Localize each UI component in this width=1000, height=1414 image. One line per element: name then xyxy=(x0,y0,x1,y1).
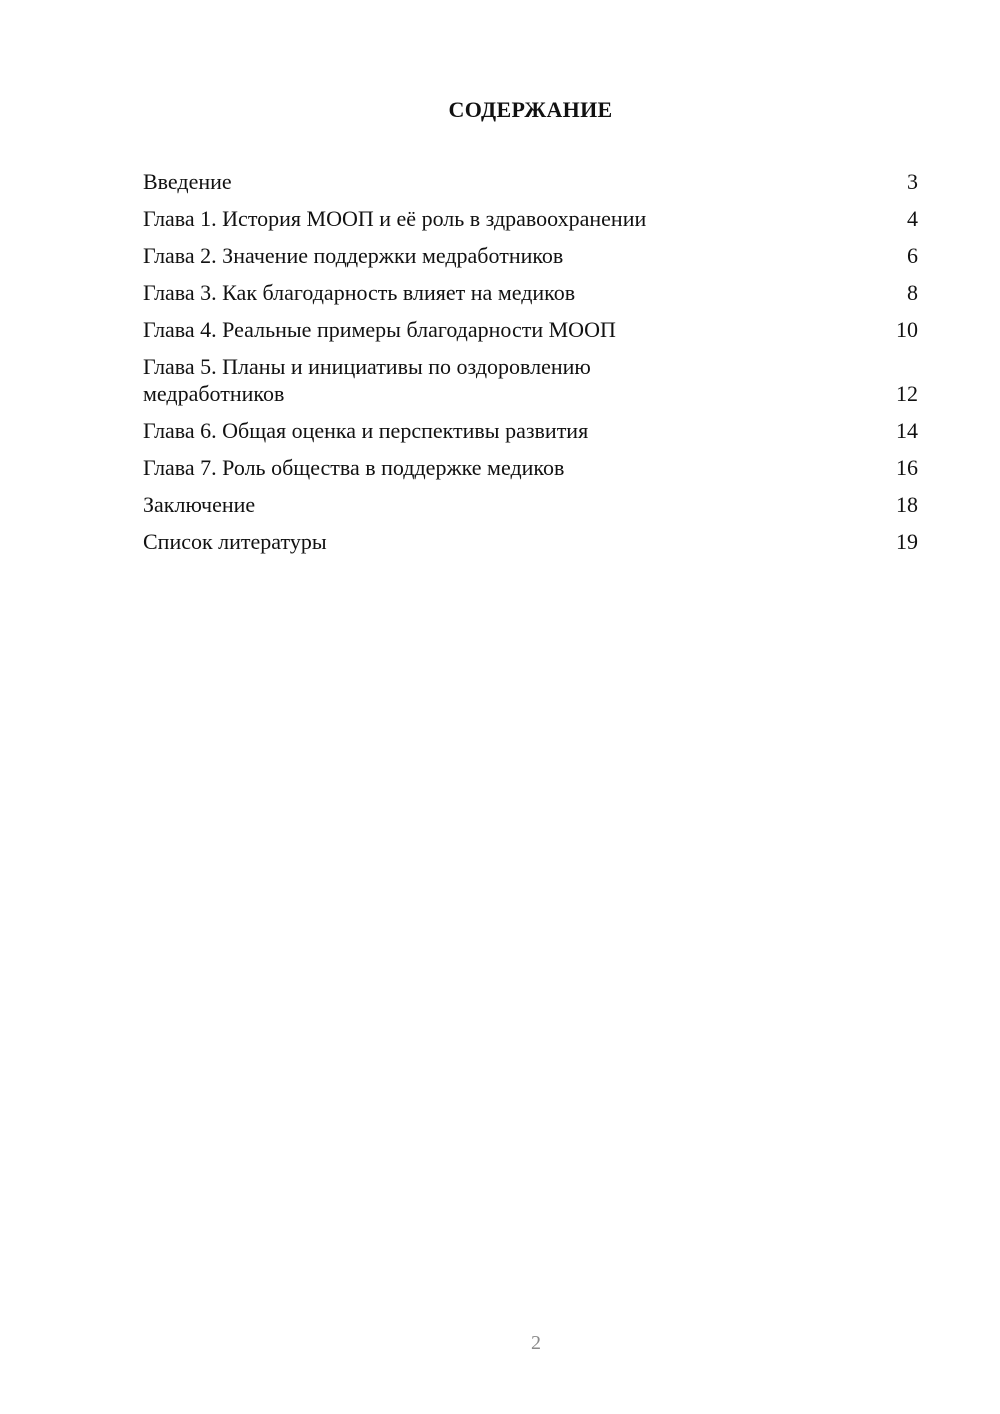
toc-entry-text: Глава 6. Общая оценка и перспективы развития xyxy=(143,418,589,443)
toc-entry-text: Глава 3. Как благодарность влияет на медиков xyxy=(143,280,576,305)
toc-entry-chapter-3 xyxy=(143,279,918,306)
toc-entry-text: Глава 4. Реальные примеры благодарности МООП xyxy=(143,317,616,342)
toc-entry-page: 6 xyxy=(907,243,918,268)
toc-entry-page: 10 xyxy=(896,317,918,342)
toc-entry-introduction xyxy=(143,168,918,195)
toc-entry-page: 18 xyxy=(896,492,918,517)
toc-entry-chapter-6 xyxy=(143,417,918,444)
toc-entry-page: 3 xyxy=(907,169,918,194)
toc-entry-page: 14 xyxy=(896,418,918,443)
table-of-contents xyxy=(143,168,918,565)
toc-entry-chapter-4 xyxy=(143,316,918,343)
toc-entry-text: Список литературы xyxy=(143,529,327,554)
toc-entry-page: 4 xyxy=(907,206,918,231)
toc-entry-chapter-2 xyxy=(143,242,918,269)
toc-entry-page: 16 xyxy=(896,455,918,480)
toc-entry-chapter-7 xyxy=(143,454,918,481)
toc-title: СОДЕРЖАНИЕ xyxy=(448,97,613,122)
toc-entry-page: 8 xyxy=(907,280,918,305)
toc-entry-references xyxy=(143,528,918,555)
toc-entry-text: Глава 2. Значение поддержки медработников xyxy=(143,243,564,268)
toc-entry-text: Заключение xyxy=(143,492,256,517)
toc-entry-page: 19 xyxy=(896,529,918,554)
toc-entry-text: Глава 1. История МООП и её роль в здравоохранении xyxy=(143,206,647,231)
toc-entry-chapter-1 xyxy=(143,205,918,232)
toc-entry-page: 12 xyxy=(896,381,918,406)
toc-entry-conclusion xyxy=(143,491,918,518)
toc-entry-text: Введение xyxy=(143,169,232,194)
page-number: 2 xyxy=(531,1332,541,1354)
toc-entry-text: Глава 5. Планы и инициативы по оздоровлению медработников xyxy=(143,354,591,406)
toc-entry-text: Глава 7. Роль общества в поддержке медиков xyxy=(143,455,565,480)
toc-entry-chapter-5 xyxy=(143,353,918,407)
